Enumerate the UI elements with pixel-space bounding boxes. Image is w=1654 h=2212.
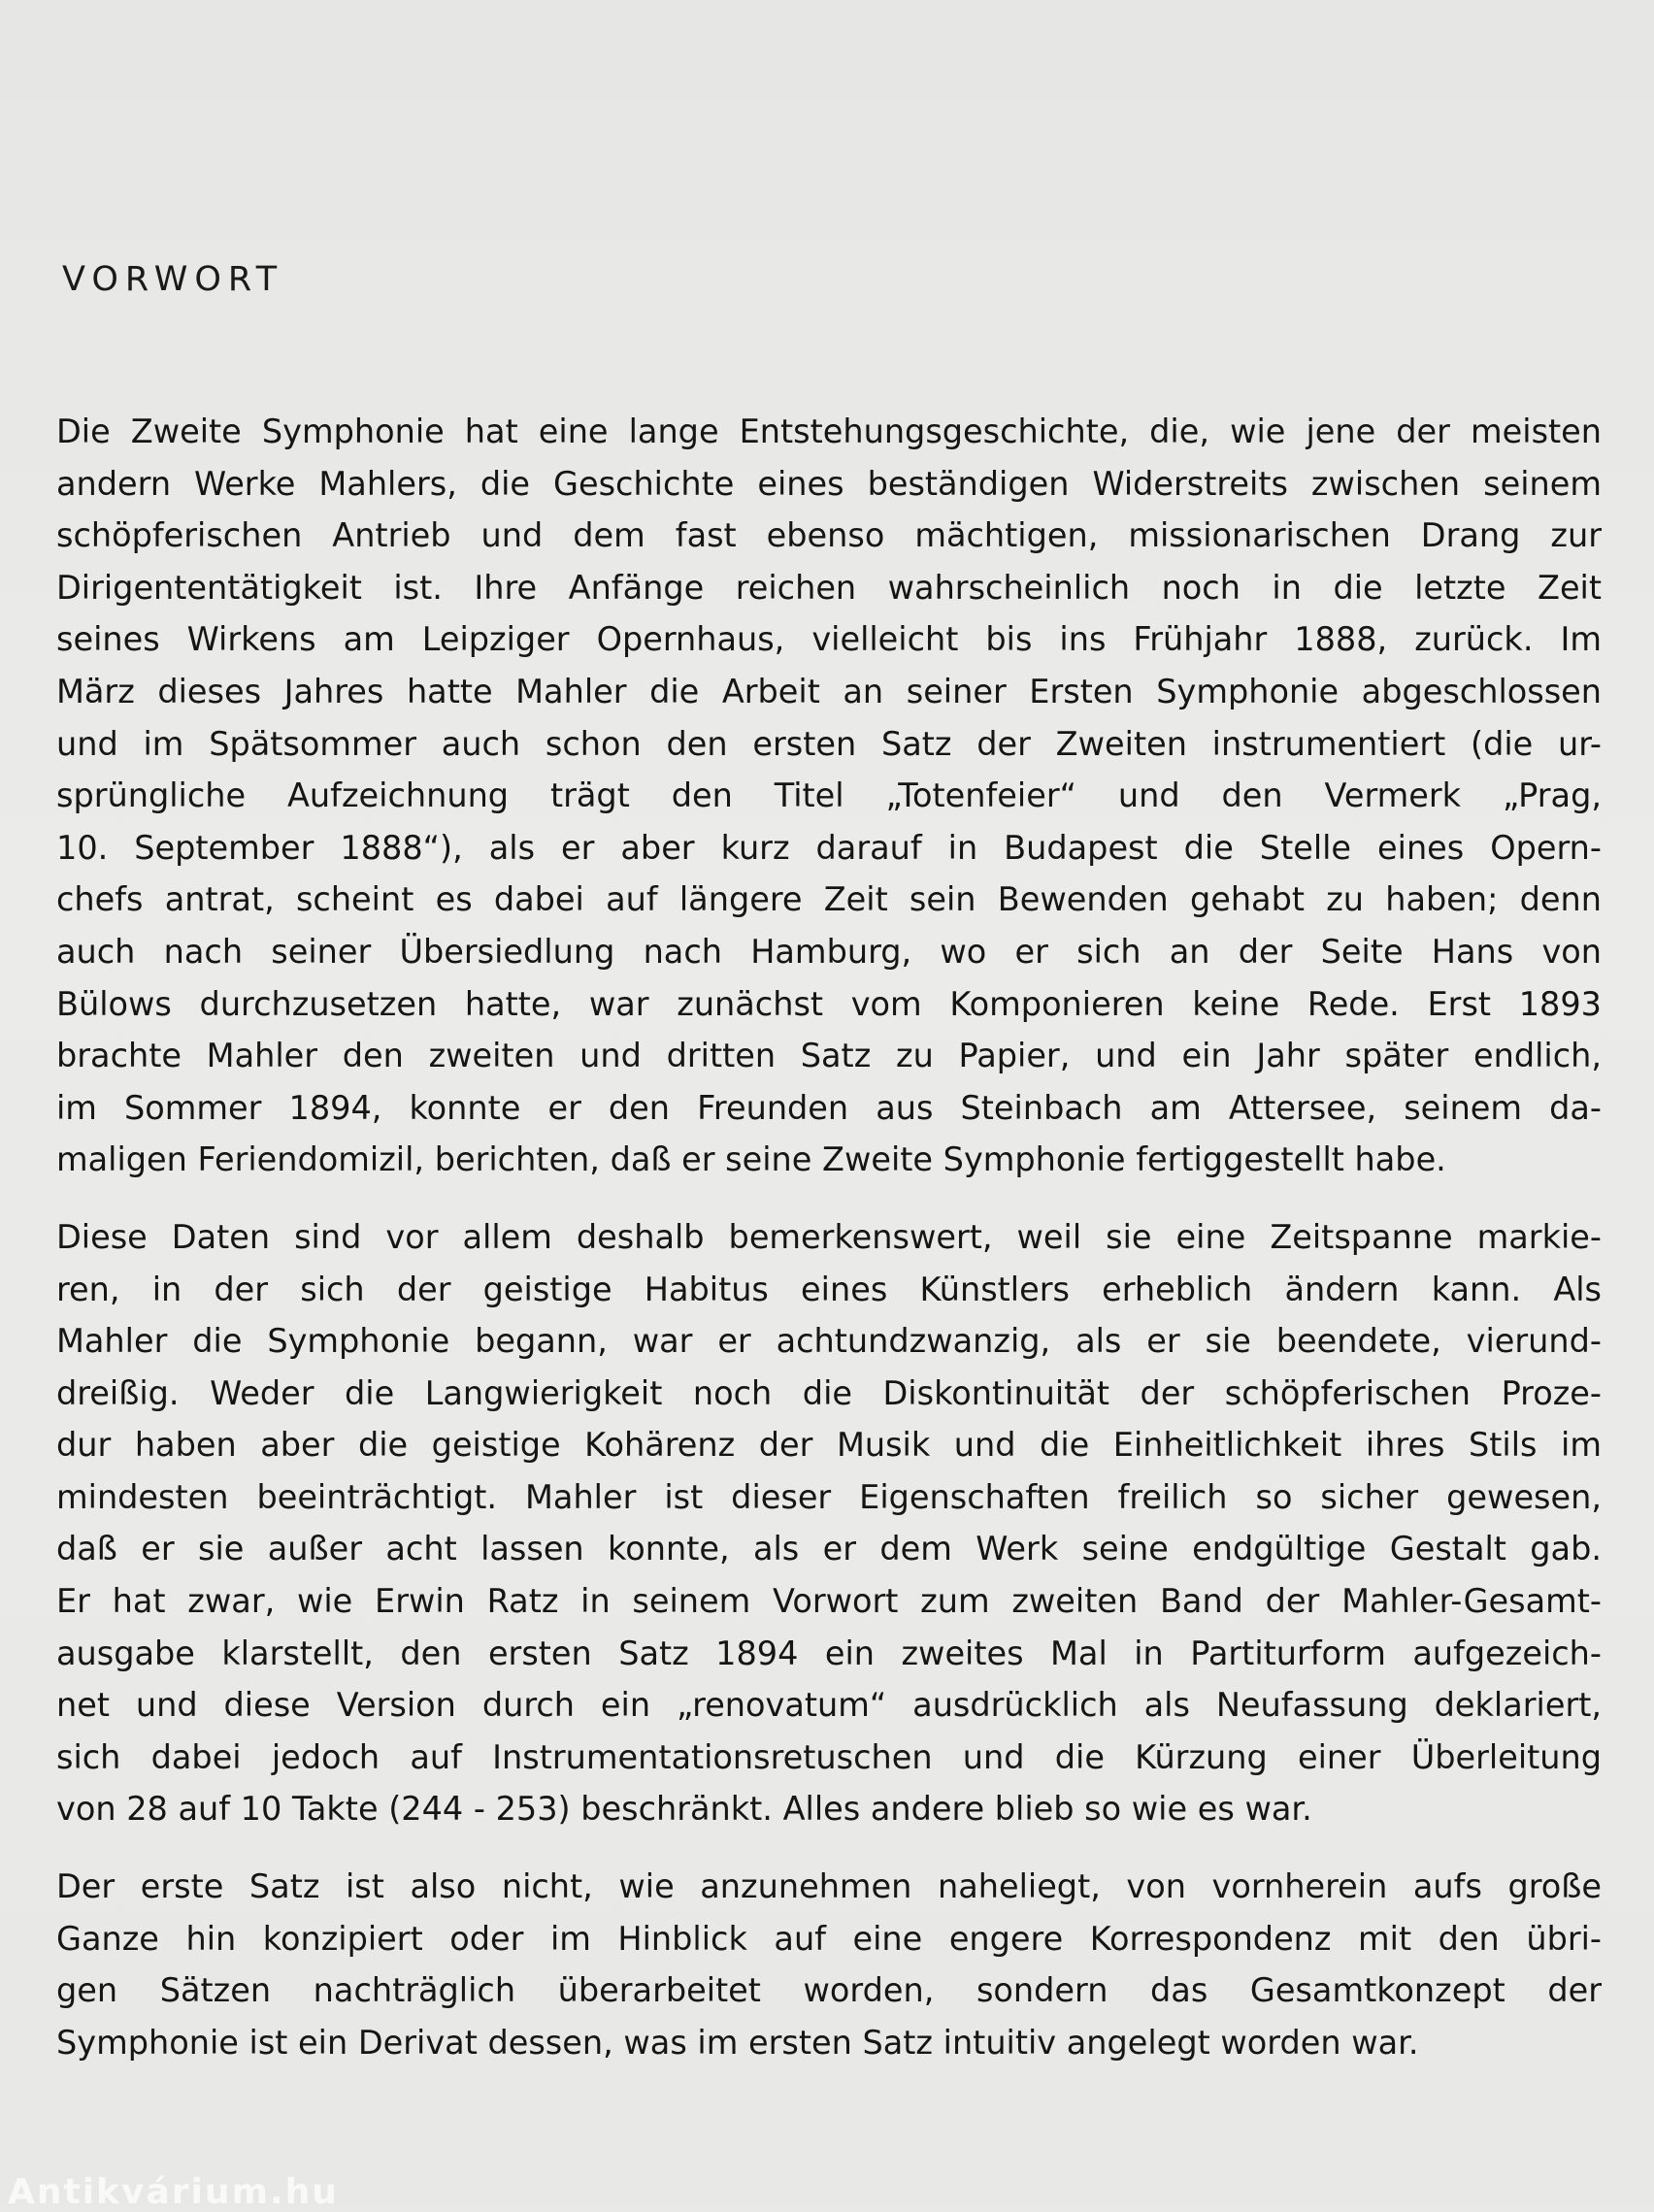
text-line: brachte Mahler den zweiten und dritten Satz zu Papier, und ein Jahr später endlich, [56, 1037, 1602, 1075]
text-line: Bülows durchzusetzen hatte, war zunächst vom Komponieren keine Rede. Erst 1893 [56, 984, 1602, 1023]
body-text [56, 406, 1602, 2094]
text-line: sich dabei jedoch auf Instrumentationsretuschen und die Kürzung einer Überleitung [56, 1737, 1602, 1776]
text-line: dur haben aber die geistige Kohärenz der Musik und die Einheitlichkeit ihres Stils im [56, 1426, 1602, 1465]
text-line: im Sommer 1894, konnte er den Freunden aus Steinbach am Attersee, seinem da- [56, 1088, 1602, 1127]
text-line: Dirigententätigkeit ist. Ihre Anfänge reichen wahrscheinlich noch in die letzte Zeit [56, 568, 1602, 607]
text-line: Ganze hin konzipiert oder im Hinblick auf eine engere Korrespondenz mit den übri- [56, 1919, 1602, 1958]
text-line: andern Werke Mahlers, die Geschichte eines beständigen Widerstreits zwischen seinem [56, 464, 1602, 503]
watermark: Antikvárium.hu [8, 2172, 339, 2212]
text-line: daß er sie außer acht lassen konnte, als er dem Werk seine endgültige Gestalt gab. [56, 1530, 1602, 1568]
text-line: Symphonie ist ein Derivat dessen, was im ersten Satz intuitiv angelegt worden war. [56, 2023, 1419, 2062]
text-line: chefs antrat, scheint es dabei auf längere Zeit sein Bewenden gehabt zu haben; denn [56, 880, 1602, 919]
text-line: mindesten beeinträchtigt. Mahler ist dieser Eigenschaften freilich so sicher gewesen, [56, 1477, 1602, 1516]
text-line: 10. September 1888“), als er aber kurz darauf in Budapest die Stelle eines Opern- [56, 828, 1602, 867]
text-line: Mahler die Symphonie begann, war er achtundzwanzig, als er sie beendete, vierund- [56, 1322, 1602, 1361]
text-line: Diese Daten sind vor allem deshalb bemerkenswert, weil sie eine Zeitspanne markie- [56, 1217, 1602, 1256]
paragraph-3 [56, 1861, 1602, 2068]
text-line: maligen Feriendomizil, berichten, daß er seine Zweite Symphonie fertiggestellt habe. [56, 1140, 1446, 1179]
paragraph-1 [56, 406, 1602, 1186]
text-line: schöpferischen Antrieb und dem fast ebenso mächtigen, missionarischen Drang zur [56, 516, 1602, 555]
paragraph-2 [56, 1211, 1602, 1835]
text-line: März dieses Jahres hatte Mahler die Arbeit an seiner Ersten Symphonie abgeschlossen [56, 672, 1602, 710]
text-line: net und diese Version durch ein „renovatum“ ausdrücklich als Neufassung deklariert, [56, 1686, 1602, 1725]
text-line: gen Sätzen nachträglich überarbeitet worden, sondern das Gesamtkonzept der [56, 1971, 1602, 2010]
page-heading: VORWORT [62, 260, 284, 299]
text-line: Er hat zwar, wie Erwin Ratz in seinem Vorwort zum zweiten Band der Mahler-Gesamt- [56, 1582, 1602, 1621]
text-line: Der erste Satz ist also nicht, wie anzunehmen naheliegt, von vornherein aufs große [56, 1867, 1602, 1906]
text-line: und im Spätsommer auch schon den ersten Satz der Zweiten instrumentiert (die ur- [56, 724, 1602, 763]
text-line: dreißig. Weder die Langwierigkeit noch die Diskontinuität der schöpferischen Proze- [56, 1373, 1602, 1412]
text-line: seines Wirkens am Leipziger Opernhaus, vielleicht bis ins Frühjahr 1888, zurück. Im [56, 620, 1602, 659]
text-line: Die Zweite Symphonie hat eine lange Entstehungsgeschichte, die, wie jene der meisten [56, 413, 1602, 450]
text-line: sprüngliche Aufzeichnung trägt den Titel „Totenfeier“ und den Vermerk „Prag, [56, 776, 1602, 815]
text-line: von 28 auf 10 Takte (244 - 253) beschränkt. Alles andere blieb so wie es war. [56, 1790, 1312, 1829]
text-line: ren, in der sich der geistige Habitus eines Künstlers erheblich ändern kann. Als [56, 1270, 1602, 1308]
text-line: auch nach seiner Übersiedlung nach Hamburg, wo er sich an der Seite Hans von [56, 932, 1602, 971]
text-line: ausgabe klarstellt, den ersten Satz 1894 ein zweites Mal in Partiturform aufgezeich- [56, 1634, 1602, 1672]
